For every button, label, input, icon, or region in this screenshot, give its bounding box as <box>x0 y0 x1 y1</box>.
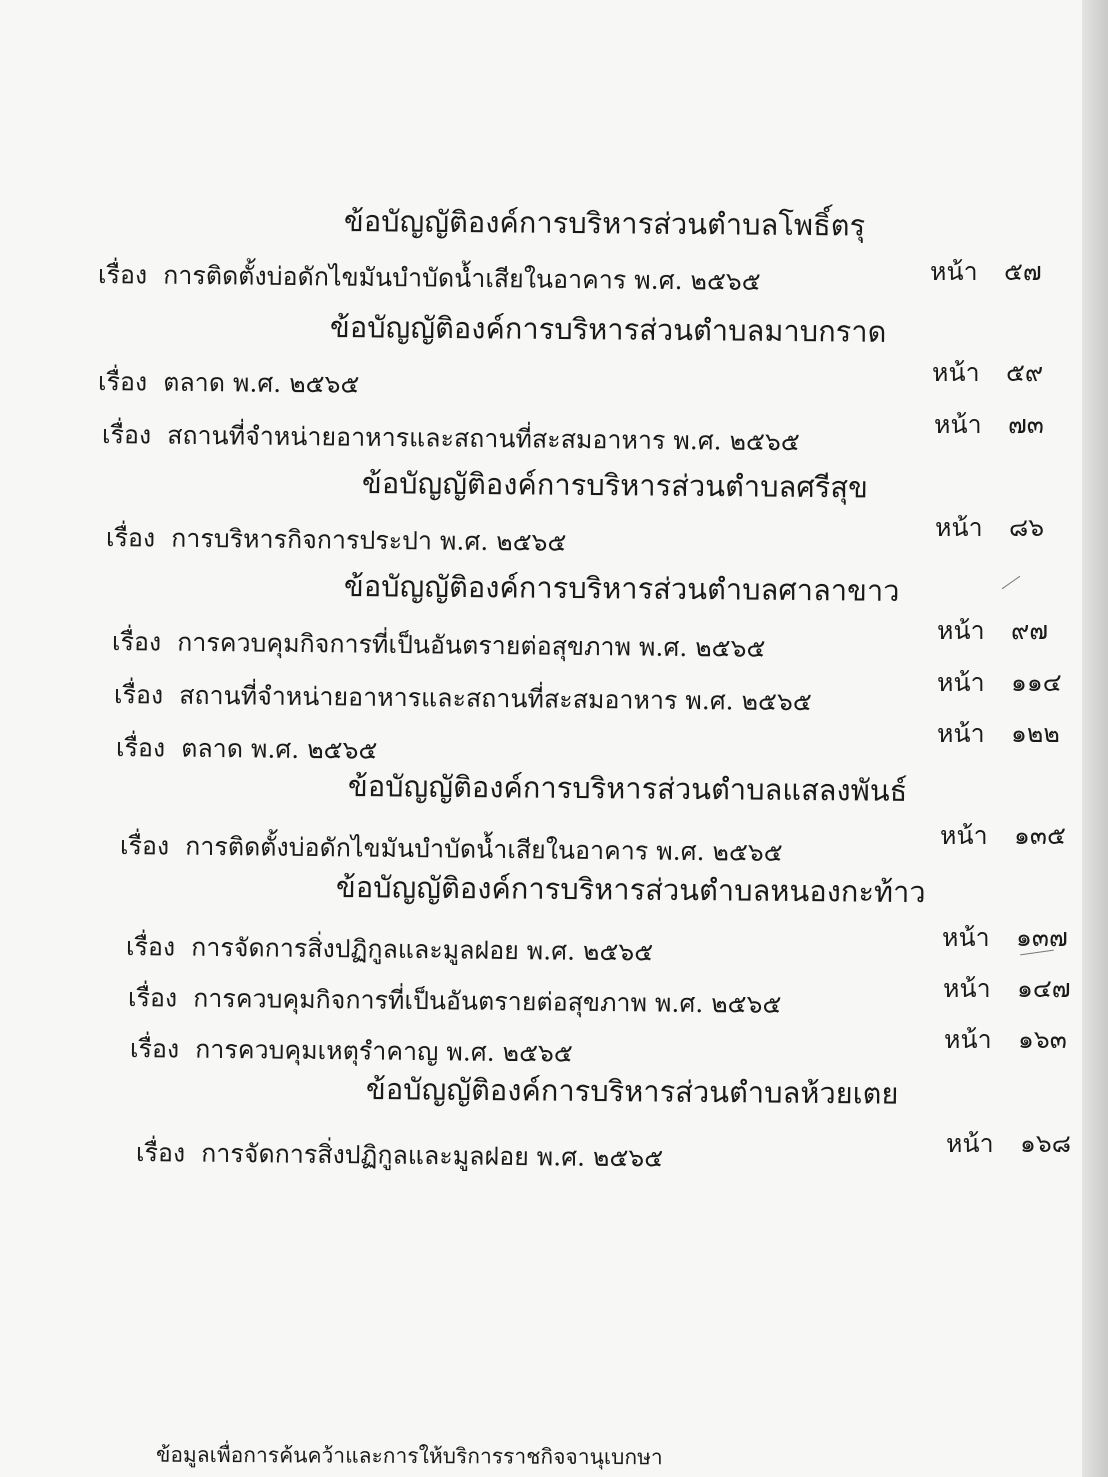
entry-title: การติดตั้งบ่อดักไขมันบำบัดน้ำเสียในอาคาร พ.ศ. ๒๕๖๕ <box>163 260 761 296</box>
page-number: ๑๒๒ <box>1011 719 1060 748</box>
page-label: หน้า <box>943 974 991 1003</box>
entry-keyword: เรื่อง <box>97 367 148 397</box>
entry-keyword: เรื่อง <box>119 831 170 861</box>
section-heading: ข้อบัญญัติองค์การบริหารส่วนตำบลแสลงพันธ์ <box>347 769 908 808</box>
page-label: หน้า <box>942 923 990 952</box>
toc-entry <box>112 622 766 669</box>
entry-title: ตลาด พ.ศ. ๒๕๖๕ <box>163 367 360 399</box>
page-number: ๘๖ <box>1009 513 1045 542</box>
page-label: หน้า <box>930 257 978 286</box>
page-label: หน้า <box>937 616 985 645</box>
page-number: ๕๗ <box>1004 257 1042 286</box>
section-heading: ข้อบัญญัติองค์การบริหารส่วนตำบลหนองกะท้าว <box>335 870 926 910</box>
entry-keyword: เรื่อง <box>105 523 156 553</box>
entry-keyword: เรื่อง <box>127 983 178 1013</box>
entry-keyword: เรื่อง <box>115 733 166 763</box>
entry-title: การควบคุมกิจการที่เป็นอันตรายต่อสุขภาพ พ.ศ. ๒๕๖๕ <box>193 983 782 1019</box>
section-heading: ข้อบัญญัติองค์การบริหารส่วนตำบลศาลาขาว <box>343 569 900 608</box>
page-ref <box>944 1020 1067 1060</box>
section-heading: ข้อบัญญัติองค์การบริหารส่วนตำบลโพธิ์ตรุ <box>343 204 866 243</box>
page-ref <box>935 508 1044 548</box>
page-number: ๕๙ <box>1006 358 1044 387</box>
page-ref <box>930 252 1042 292</box>
page-label: หน้า <box>935 513 983 542</box>
page-label: หน้า <box>937 668 985 697</box>
page-number: ๑๓๕ <box>1014 821 1066 850</box>
entry-title: สถานที่จำหน่ายอาหารและสถานที่สะสมอาหาร พ.ศ. ๒๕๖๕ <box>167 420 800 457</box>
page-number: ๙๗ <box>1011 616 1049 645</box>
page-label: หน้า <box>937 719 985 748</box>
entry-keyword: เรื่อง <box>129 1034 180 1064</box>
page-ref <box>943 969 1071 1009</box>
toc-entry <box>98 255 761 302</box>
toc-entry <box>126 927 654 973</box>
entry-keyword: เรื่อง <box>97 260 148 290</box>
page-number: ๑๔๗ <box>1017 974 1071 1003</box>
entry-title: การจัดการสิ่งปฏิกูลและมูลฝอย พ.ศ. ๒๕๖๕ <box>201 1138 664 1173</box>
entry-title: การควบคุมเหตุรำคาญ พ.ศ. ๒๕๖๕ <box>195 1034 573 1068</box>
entry-keyword: เรื่อง <box>101 420 152 450</box>
entry-title: การจัดการสิ่งปฏิกูลและมูลฝอย พ.ศ. ๒๕๖๕ <box>191 932 654 967</box>
page-number: ๑๖๓ <box>1018 1025 1067 1054</box>
entry-keyword: เรื่อง <box>125 932 176 962</box>
page-number: ๑๖๘ <box>1020 1129 1072 1158</box>
page-label: หน้า <box>932 358 980 387</box>
entry-title: การติดตั้งบ่อดักไขมันบำบัดน้ำเสียในอาคาร พ.ศ. ๒๕๖๕ <box>185 831 783 867</box>
toc-entry <box>116 728 378 771</box>
entry-keyword: เรื่อง <box>111 627 162 657</box>
entry-keyword: เรื่อง <box>113 680 164 710</box>
page-label: หน้า <box>944 1025 992 1054</box>
entry-keyword: เรื่อง <box>135 1138 186 1168</box>
entry-title: การบริหารกิจการประปา พ.ศ. ๒๕๖๕ <box>171 523 567 557</box>
section-heading: ข้อบัญญัติองค์การบริหารส่วนตำบลห้วยเตย <box>365 1072 899 1111</box>
toc-entry <box>114 675 812 722</box>
page-ref <box>937 611 1048 651</box>
entry-title: สถานที่จำหน่ายอาหารและสถานที่สะสมอาหาร พ.ศ. ๒๕๖๕ <box>179 680 812 717</box>
page-ref <box>946 1124 1071 1164</box>
section-heading: ข้อบัญญัติองค์การบริหารส่วนตำบลมาบกราด <box>329 310 887 349</box>
page-number: ๑๓๗ <box>1016 923 1068 952</box>
page-edge-shadow <box>1082 0 1108 1477</box>
page-label: หน้า <box>940 821 988 850</box>
page-ref <box>934 405 1044 445</box>
toc-entry <box>106 518 567 563</box>
entry-title: ตลาด พ.ศ. ๒๕๖๕ <box>181 733 378 765</box>
page-ref <box>940 816 1066 856</box>
entry-title: การควบคุมกิจการที่เป็นอันตรายต่อสุขภาพ พ.ศ. ๒๕๖๕ <box>177 627 766 663</box>
pencil-mark <box>1002 576 1021 589</box>
toc-entry <box>102 415 800 462</box>
section-heading: ข้อบัญญัติองค์การบริหารส่วนตำบลศรีสุข <box>361 466 869 505</box>
page-ref <box>937 663 1062 703</box>
page-number: ๑๑๔ <box>1011 668 1062 697</box>
page-ref <box>937 714 1060 754</box>
page-number: ๗๓ <box>1008 410 1044 439</box>
toc-entry <box>136 1133 664 1179</box>
toc-entry <box>128 978 782 1025</box>
toc-entry <box>98 362 360 405</box>
page-label: หน้า <box>946 1129 994 1158</box>
page-ref <box>932 353 1043 393</box>
footer-note: ข้อมูลเพื่อการค้นคว้าและการให้บริการราชกิจจานุเบกษา <box>155 1442 663 1470</box>
page-label: หน้า <box>934 410 982 439</box>
page-ref <box>942 918 1068 958</box>
